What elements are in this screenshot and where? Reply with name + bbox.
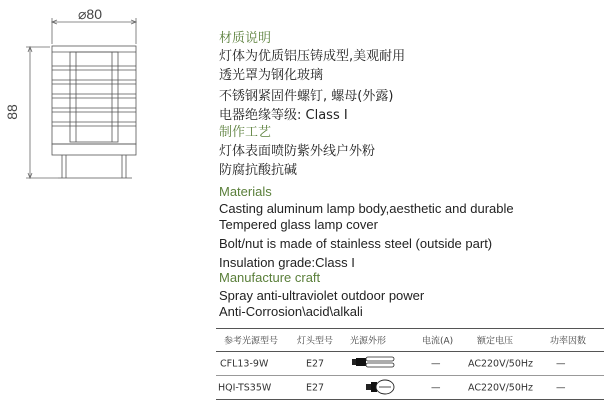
diameter-label: ⌀80 bbox=[78, 6, 103, 22]
hid-bulb-icon bbox=[366, 378, 396, 396]
spec-table bbox=[216, 328, 604, 400]
cn-materials-heading: 材质说明 bbox=[219, 31, 272, 46]
en-material-line: Tempered glass lamp cover bbox=[219, 217, 378, 232]
cn-material-line: 电器绝缘等级: Class Ⅰ bbox=[219, 108, 348, 123]
lamp-voltage: AC220V/50Hz bbox=[468, 382, 534, 393]
en-material-line: Casting aluminum lamp body,aesthetic and durable bbox=[219, 201, 514, 216]
lamp-drawing bbox=[0, 0, 210, 414]
cfl-tube-icon bbox=[352, 354, 398, 370]
lamp-current: — bbox=[431, 382, 441, 393]
table-header bbox=[216, 328, 604, 352]
en-material-line: Insulation grade:Class I bbox=[219, 255, 355, 270]
cn-craft-line: 灯体表面喷防紫外线户外粉 bbox=[219, 144, 376, 159]
lamp-body bbox=[52, 46, 136, 178]
en-craft-line: Anti-Corrosion\acid\alkali bbox=[219, 304, 363, 319]
cn-craft-heading: 制作工艺 bbox=[219, 125, 272, 140]
height-dimension bbox=[26, 47, 58, 178]
cn-material-line: 透光罩为钢化玻璃 bbox=[219, 68, 324, 83]
lamp-model: HQI-TS35W bbox=[218, 382, 272, 393]
height-label: 88 bbox=[4, 104, 20, 120]
lamp-base: E27 bbox=[306, 358, 325, 369]
col-header: 功率因数 bbox=[550, 336, 587, 347]
col-header: 参考光源型号 bbox=[224, 336, 279, 347]
en-material-line: Bolt/nut is made of stainless steel (outside part) bbox=[219, 236, 493, 251]
lamp-model: CFL13-9W bbox=[220, 358, 269, 369]
lamp-pf: — bbox=[556, 358, 566, 369]
lamp-pf: — bbox=[556, 382, 566, 393]
col-header: 电流(A) bbox=[422, 336, 454, 347]
en-craft-heading: Manufacture craft bbox=[219, 270, 321, 285]
col-header: 灯头型号 bbox=[297, 336, 334, 347]
lamp-base: E27 bbox=[306, 382, 325, 393]
lamp-current: — bbox=[431, 358, 441, 369]
table-row bbox=[216, 352, 604, 376]
en-craft-line: Spray anti-ultraviolet outdoor power bbox=[219, 288, 425, 303]
cn-craft-line: 防腐抗酸抗碱 bbox=[219, 163, 298, 178]
cn-material-line: 不锈钢紧固件螺钉, 螺母(外露) bbox=[219, 89, 394, 104]
cn-material-line: 灯体为优质铝压铸成型,美观耐用 bbox=[219, 49, 406, 64]
col-header: 额定电压 bbox=[477, 336, 514, 347]
lamp-voltage: AC220V/50Hz bbox=[468, 358, 534, 369]
col-header: 光源外形 bbox=[350, 336, 387, 347]
en-materials-heading: Materials bbox=[219, 184, 272, 199]
table-row bbox=[216, 376, 604, 400]
